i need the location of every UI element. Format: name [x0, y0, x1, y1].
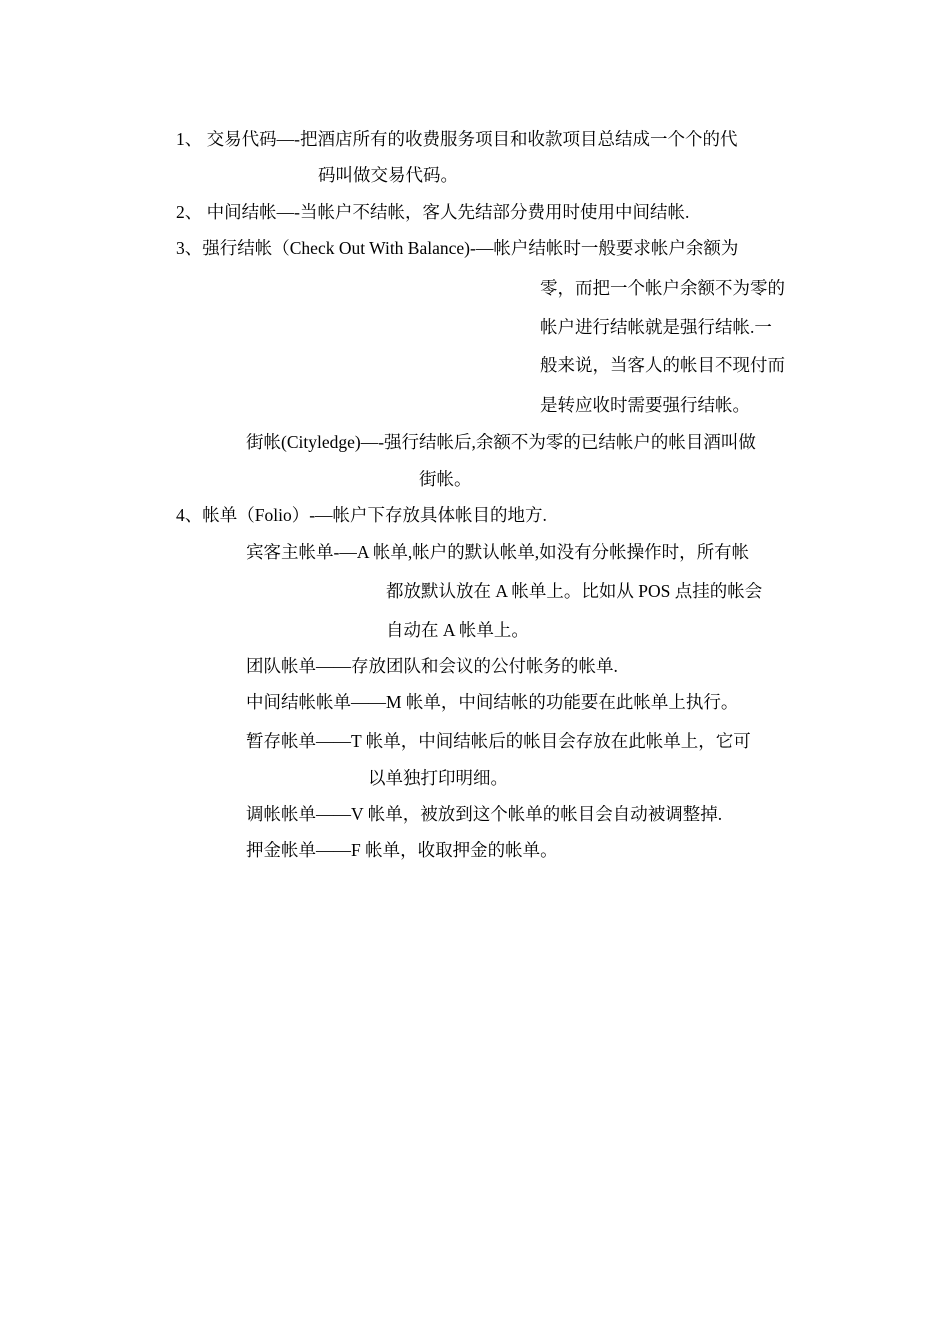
folio-t-line-1: 暂存帐单——T 帐单，中间结帐后的帐目会存放在此帐单上，它可: [246, 731, 751, 751]
item-1-line-1: 1、 交易代码—-把酒店所有的收费服务项目和收款项目总结成一个个的代: [176, 129, 738, 149]
item-3-line-3: 帐户进行结帐就是强行结帐.一: [540, 317, 772, 337]
folio-a-line-2: 都放默认放在 A 帐单上。比如从 POS 点挂的帐会: [386, 581, 763, 601]
folio-a-line-3: 自动在 A 帐单上。: [386, 620, 529, 640]
item-3-line-1: 3、强行结帐（Check Out With Balance)-—帐户结帐时一般要求帐户余额为: [176, 238, 739, 258]
folio-v-line: 调帐帐单——V 帐单，被放到这个帐单的帐目会自动被调整掉.: [246, 804, 723, 824]
item-2-line-1: 2、 中间结帐—-当帐户不结帐，客人先结部分费用时使用中间结帐.: [176, 202, 690, 222]
item-3-line-5: 是转应收时需要强行结帐。: [540, 395, 750, 415]
folio-m-line: 中间结帐帐单——M 帐单，中间结帐的功能要在此帐单上执行。: [246, 692, 739, 712]
folio-t-line-2: 以单独打印明细。: [368, 768, 508, 788]
item-4-line-1: 4、帐单（Folio）-—帐户下存放具体帐目的地方.: [176, 505, 547, 525]
item-3-line-4: 般来说，当客人的帐目不现付而: [540, 355, 785, 375]
folio-a-line-1: 宾客主帐单-—A 帐单,帐户的默认帐单,如没有分帐操作时，所有帐: [246, 542, 750, 562]
item-3-line-2: 零，而把一个帐户余额不为零的: [540, 278, 785, 298]
cityledge-line-2: 街帐。: [419, 469, 472, 489]
folio-f-line: 押金帐单——F 帐单，收取押金的帐单。: [246, 840, 558, 860]
cityledge-line-1: 街帐(Cityledge)—-强行结帐后,余额不为零的已结帐户的帐目酒叫做: [246, 432, 756, 452]
folio-group-line: 团队帐单——存放团队和会议的公付帐务的帐单.: [246, 656, 618, 676]
item-1-line-2: 码叫做交易代码。: [318, 165, 458, 185]
